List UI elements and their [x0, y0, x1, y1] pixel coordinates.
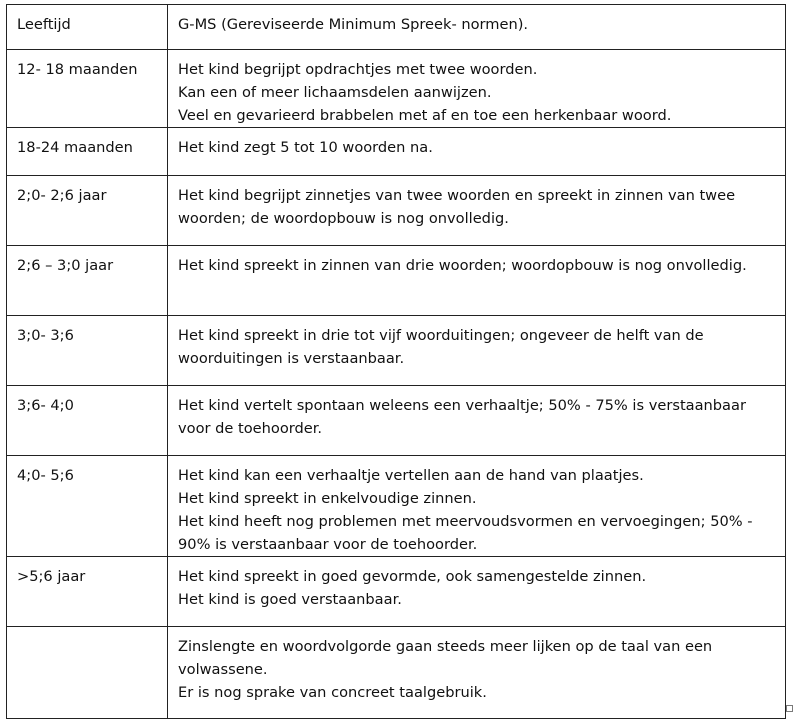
table-row — [7, 176, 786, 246]
age-cell: 18-24 maanden — [7, 128, 168, 176]
description-line: Het kind spreekt in goed gevormde, ook samengestelde zinnen. — [178, 568, 647, 585]
table-resize-handle[interactable] — [786, 705, 793, 712]
description-cell — [168, 50, 786, 128]
header-description-cell: G-MS (Gereviseerde Minimum Spreek- normen). — [168, 5, 786, 50]
table-row — [7, 627, 786, 719]
description-cell — [168, 128, 786, 176]
age-cell: 2;0- 2;6 jaar — [7, 176, 168, 246]
description-cell — [168, 456, 786, 557]
description-line: Zinslengte en woordvolgorde gaan steeds meer lijken op de taal van een volwassene. — [178, 638, 713, 678]
table-row — [7, 386, 786, 456]
age-cell — [7, 627, 168, 719]
description-line: Het kind begrijpt zinnetjes van twee woorden en spreekt in zinnen van twee woorden; de woordopbouw is nog onvolledig. — [178, 187, 736, 227]
table-row — [7, 456, 786, 557]
age-cell: >5;6 jaar — [7, 557, 168, 627]
table-row — [7, 246, 786, 316]
description-line: Het kind zegt 5 tot 10 woorden na. — [178, 139, 433, 156]
description-line: Het kind spreekt in zinnen van drie woorden; woordopbouw is nog onvolledig. — [178, 257, 747, 274]
age-cell: 12- 18 maanden — [7, 50, 168, 128]
description-line: Het kind heeft nog problemen met meervoudsvormen en vervoegingen; 50% - 90% is verstaanbaar voor de toehoorder. — [178, 513, 753, 553]
age-cell: 2;6 – 3;0 jaar — [7, 246, 168, 316]
description-line: Veel en gevarieerd brabbelen met af en toe een herkenbaar woord. — [178, 107, 672, 124]
table-row — [7, 128, 786, 176]
table-header-row — [7, 5, 786, 50]
description-line: Het kind spreekt in drie tot vijf woorduitingen; ongeveer de helft van de woorduitingen is verstaanbaar. — [178, 327, 704, 367]
description-cell — [168, 386, 786, 456]
description-line: Het kind spreekt in enkelvoudige zinnen. — [178, 490, 477, 507]
description-line: Het kind is goed verstaanbaar. — [178, 591, 402, 608]
table-row — [7, 557, 786, 627]
description-cell — [168, 246, 786, 316]
table-row — [7, 316, 786, 386]
description-cell — [168, 316, 786, 386]
description-line: Het kind begrijpt opdrachtjes met twee woorden. — [178, 61, 538, 78]
age-cell: 3;0- 3;6 — [7, 316, 168, 386]
age-cell: 4;0- 5;6 — [7, 456, 168, 557]
description-cell — [168, 557, 786, 627]
age-cell: 3;6- 4;0 — [7, 386, 168, 456]
description-line: Het kind kan een verhaaltje vertellen aan de hand van plaatjes. — [178, 467, 644, 484]
description-line: Het kind vertelt spontaan weleens een verhaaltje; 50% - 75% is verstaanbaar voor de toehoorder. — [178, 397, 746, 437]
description-line: Kan een of meer lichaamsdelen aanwijzen. — [178, 84, 492, 101]
header-age-cell: Leeftijd — [7, 5, 168, 50]
speech-norms-table — [6, 4, 786, 719]
description-cell — [168, 176, 786, 246]
table-row — [7, 50, 786, 128]
description-line: Er is nog sprake van concreet taalgebruik. — [178, 684, 487, 701]
description-cell — [168, 627, 786, 719]
